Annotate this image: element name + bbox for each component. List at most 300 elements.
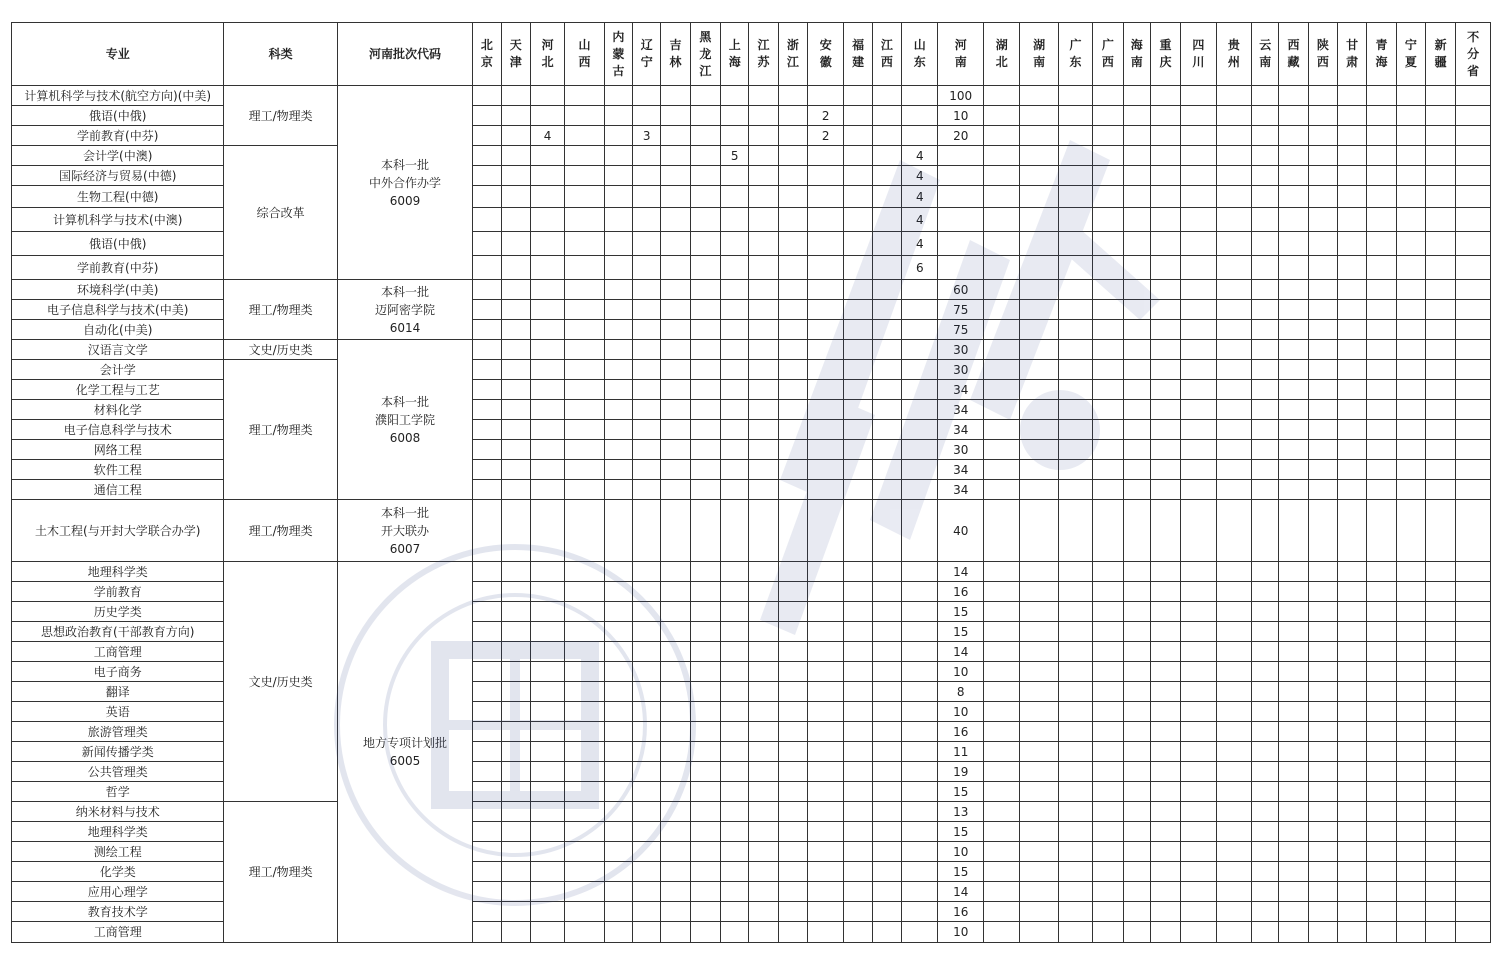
quota-cell	[1308, 562, 1337, 582]
quota-cell	[1456, 702, 1491, 722]
quota-cell: 4	[902, 166, 938, 186]
quota-cell: 13	[938, 802, 984, 822]
quota-cell	[1279, 186, 1308, 208]
quota-cell	[1367, 208, 1396, 232]
quota-cell	[778, 440, 807, 460]
quota-cell	[1308, 126, 1337, 146]
quota-cell	[778, 86, 807, 106]
quota-cell	[872, 256, 901, 280]
quota-cell	[661, 882, 690, 902]
quota-cell	[530, 360, 564, 380]
quota-cell	[749, 320, 778, 340]
quota-cell	[1093, 842, 1123, 862]
quota-cell	[604, 722, 632, 742]
major-name: 会计学	[12, 360, 224, 380]
quota-cell	[473, 602, 501, 622]
header-province-label: 青海	[1375, 38, 1388, 69]
quota-cell	[661, 232, 690, 256]
quota-cell: 2	[808, 126, 844, 146]
quota-cell	[604, 582, 632, 602]
quota-cell	[1181, 842, 1216, 862]
quota-cell	[604, 480, 632, 500]
quota-cell	[1020, 842, 1058, 862]
header-province	[1456, 23, 1491, 86]
quota-cell	[633, 802, 661, 822]
quota-cell	[1123, 208, 1150, 232]
quota-cell	[844, 440, 872, 460]
quota-cell	[1123, 360, 1150, 380]
quota-cell	[604, 126, 632, 146]
quota-cell	[1308, 256, 1337, 280]
header-province-label: 广东	[1069, 38, 1082, 69]
quota-cell	[902, 360, 938, 380]
quota-cell	[749, 882, 778, 902]
quota-cell	[1150, 146, 1180, 166]
quota-cell	[1216, 280, 1251, 300]
quota-cell	[749, 862, 778, 882]
quota-cell	[690, 822, 720, 842]
quota-cell	[530, 106, 564, 126]
quota-cell	[1216, 842, 1251, 862]
quota-cell	[1456, 582, 1491, 602]
quota-cell	[808, 300, 844, 320]
quota-cell	[1252, 602, 1279, 622]
quota-cell	[902, 86, 938, 106]
quota-cell	[1252, 862, 1279, 882]
quota-cell	[565, 440, 604, 460]
quota-cell	[1181, 256, 1216, 280]
header-province	[1279, 23, 1308, 86]
quota-cell	[530, 400, 564, 420]
quota-cell	[1093, 682, 1123, 702]
quota-cell	[778, 642, 807, 662]
quota-cell	[1058, 280, 1092, 300]
quota-cell	[902, 380, 938, 400]
quota-cell: 16	[938, 722, 984, 742]
quota-cell	[749, 460, 778, 480]
quota-cell	[902, 842, 938, 862]
quota-cell	[872, 862, 901, 882]
quota-cell	[721, 622, 749, 642]
quota-cell	[1252, 702, 1279, 722]
quota-cell	[473, 340, 501, 360]
quota-cell	[778, 862, 807, 882]
quota-cell	[721, 300, 749, 320]
quota-cell	[1338, 922, 1367, 943]
quota-cell	[473, 742, 501, 762]
quota-cell	[872, 360, 901, 380]
quota-cell	[1058, 562, 1092, 582]
quota-cell	[1396, 682, 1425, 702]
quota-cell	[1396, 822, 1425, 842]
quota-cell	[1123, 562, 1150, 582]
quota-cell	[1216, 340, 1251, 360]
quota-cell	[902, 622, 938, 642]
quota-cell	[1308, 360, 1337, 380]
quota-cell	[721, 340, 749, 360]
quota-cell	[1456, 662, 1491, 682]
quota-cell	[1123, 232, 1150, 256]
quota-cell	[1150, 702, 1180, 722]
quota-cell	[690, 500, 720, 562]
quota-cell	[1308, 280, 1337, 300]
quota-cell	[690, 186, 720, 208]
quota-cell	[604, 922, 632, 943]
quota-cell	[778, 742, 807, 762]
major-name: 通信工程	[12, 480, 224, 500]
quota-cell	[501, 902, 530, 922]
quota-cell	[1338, 420, 1367, 440]
quota-cell	[1338, 360, 1367, 380]
quota-cell	[984, 166, 1020, 186]
quota-cell	[1150, 562, 1180, 582]
quota-cell	[1216, 420, 1251, 440]
quota-cell	[984, 400, 1020, 420]
quota-cell	[872, 460, 901, 480]
quota-cell: 4	[902, 186, 938, 208]
header-province-label: 重庆	[1159, 38, 1172, 69]
quota-cell	[1123, 622, 1150, 642]
quota-cell	[721, 280, 749, 300]
quota-cell	[1093, 420, 1123, 440]
quota-cell	[808, 256, 844, 280]
quota-cell	[1252, 902, 1279, 922]
quota-cell	[473, 256, 501, 280]
quota-cell	[661, 622, 690, 642]
quota-cell	[1367, 480, 1396, 500]
quota-cell	[565, 582, 604, 602]
quota-cell	[1426, 902, 1456, 922]
quota-cell	[1426, 662, 1456, 682]
quota-cell	[530, 602, 564, 622]
quota-cell	[1123, 662, 1150, 682]
quota-cell	[1426, 360, 1456, 380]
quota-cell	[1396, 602, 1425, 622]
quota-cell	[1216, 642, 1251, 662]
quota-cell	[565, 256, 604, 280]
quota-cell	[1367, 166, 1396, 186]
header-province	[902, 23, 938, 86]
quota-cell	[844, 862, 872, 882]
quota-cell	[1216, 682, 1251, 702]
quota-cell	[1426, 400, 1456, 420]
quota-cell	[902, 822, 938, 842]
header-province	[1308, 23, 1337, 86]
quota-cell	[1123, 460, 1150, 480]
quota-cell	[1279, 400, 1308, 420]
quota-cell	[1020, 320, 1058, 340]
quota-cell	[661, 682, 690, 702]
batch-code-cell	[337, 280, 473, 340]
quota-cell	[778, 300, 807, 320]
quota-cell	[1279, 842, 1308, 862]
quota-cell	[1367, 460, 1396, 480]
quota-cell	[565, 400, 604, 420]
quota-cell	[749, 922, 778, 943]
quota-cell	[1338, 742, 1367, 762]
quota-cell	[844, 256, 872, 280]
quota-cell	[1426, 622, 1456, 642]
quota-cell	[604, 782, 632, 802]
quota-cell	[1181, 562, 1216, 582]
quota-cell	[1308, 166, 1337, 186]
quota-cell	[902, 702, 938, 722]
quota-cell: 4	[530, 126, 564, 146]
quota-cell	[1093, 742, 1123, 762]
header-province-label: 广西	[1101, 38, 1114, 69]
quota-cell	[872, 782, 901, 802]
quota-cell	[565, 500, 604, 562]
quota-cell	[984, 902, 1020, 922]
quota-cell	[1308, 882, 1337, 902]
quota-cell	[1150, 882, 1180, 902]
quota-cell	[1396, 232, 1425, 256]
quota-cell	[1252, 86, 1279, 106]
quota-cell	[872, 582, 901, 602]
quota-cell	[604, 702, 632, 722]
quota-cell	[902, 922, 938, 943]
quota-cell: 34	[938, 460, 984, 480]
quota-cell	[1396, 842, 1425, 862]
quota-cell	[721, 862, 749, 882]
quota-cell	[1058, 126, 1092, 146]
quota-cell	[1456, 186, 1491, 208]
quota-cell: 3	[633, 126, 661, 146]
quota-cell	[1252, 380, 1279, 400]
quota-cell	[984, 320, 1020, 340]
quota-cell	[1123, 280, 1150, 300]
quota-cell	[530, 186, 564, 208]
quota-cell	[902, 662, 938, 682]
quota-cell	[565, 340, 604, 360]
quota-cell	[1367, 762, 1396, 782]
quota-cell	[1093, 340, 1123, 360]
quota-cell	[1123, 922, 1150, 943]
quota-cell	[633, 420, 661, 440]
quota-cell	[808, 500, 844, 562]
quota-cell	[902, 742, 938, 762]
quota-cell	[1252, 642, 1279, 662]
quota-cell	[690, 842, 720, 862]
quota-cell	[1150, 232, 1180, 256]
quota-cell	[1396, 166, 1425, 186]
quota-cell	[1020, 166, 1058, 186]
quota-cell	[1338, 232, 1367, 256]
quota-cell	[1020, 106, 1058, 126]
quota-cell	[1058, 642, 1092, 662]
quota-cell	[1426, 642, 1456, 662]
major-name: 新闻传播学类	[12, 742, 224, 762]
quota-cell	[661, 400, 690, 420]
quota-cell	[1181, 642, 1216, 662]
quota-cell	[721, 320, 749, 340]
quota-cell	[749, 582, 778, 602]
quota-cell	[721, 360, 749, 380]
quota-cell	[530, 762, 564, 782]
quota-cell	[1308, 902, 1337, 922]
quota-cell	[984, 842, 1020, 862]
quota-cell	[1020, 126, 1058, 146]
quota-cell	[1252, 882, 1279, 902]
quota-cell	[902, 722, 938, 742]
quota-cell	[1308, 320, 1337, 340]
quota-cell	[1308, 762, 1337, 782]
quota-cell	[778, 922, 807, 943]
quota-cell	[1123, 682, 1150, 702]
quota-cell	[749, 842, 778, 862]
quota-cell	[1338, 480, 1367, 500]
quota-cell	[1020, 500, 1058, 562]
major-name: 历史学类	[12, 602, 224, 622]
quota-cell	[1456, 320, 1491, 340]
quota-cell	[778, 582, 807, 602]
quota-cell	[1181, 146, 1216, 166]
quota-cell	[565, 922, 604, 943]
quota-cell	[721, 822, 749, 842]
quota-cell	[661, 300, 690, 320]
quota-cell	[1216, 166, 1251, 186]
quota-cell	[1338, 400, 1367, 420]
quota-cell	[721, 842, 749, 862]
quota-cell	[808, 360, 844, 380]
quota-cell	[721, 380, 749, 400]
quota-cell	[661, 420, 690, 440]
quota-cell	[1426, 440, 1456, 460]
major-name: 学前教育	[12, 582, 224, 602]
quota-cell	[1252, 146, 1279, 166]
quota-cell	[501, 280, 530, 300]
quota-cell	[633, 480, 661, 500]
quota-cell	[1308, 602, 1337, 622]
quota-cell	[604, 320, 632, 340]
quota-cell	[1252, 782, 1279, 802]
quota-cell	[844, 582, 872, 602]
quota-cell	[530, 582, 564, 602]
quota-cell	[1181, 582, 1216, 602]
header-province-label: 北京	[480, 38, 493, 69]
major-name: 测绘工程	[12, 842, 224, 862]
quota-cell	[1020, 256, 1058, 280]
quota-cell	[1216, 882, 1251, 902]
quota-cell	[808, 186, 844, 208]
quota-cell	[844, 300, 872, 320]
quota-cell	[778, 256, 807, 280]
quota-cell	[1279, 922, 1308, 943]
quota-cell	[1020, 300, 1058, 320]
quota-cell	[633, 106, 661, 126]
quota-cell	[1396, 440, 1425, 460]
quota-cell	[604, 602, 632, 622]
quota-cell	[1396, 922, 1425, 943]
quota-cell	[1058, 360, 1092, 380]
quota-cell	[661, 500, 690, 562]
header-province	[1252, 23, 1279, 86]
quota-cell	[1338, 802, 1367, 822]
quota-cell: 75	[938, 320, 984, 340]
quota-cell	[1308, 622, 1337, 642]
quota-cell	[633, 722, 661, 742]
quota-cell	[1181, 208, 1216, 232]
quota-cell	[872, 280, 901, 300]
quota-cell	[1279, 562, 1308, 582]
quota-cell	[1396, 300, 1425, 320]
quota-cell	[1216, 922, 1251, 943]
quota-cell	[902, 802, 938, 822]
quota-cell	[473, 582, 501, 602]
quota-cell	[1216, 146, 1251, 166]
quota-cell	[1216, 622, 1251, 642]
quota-cell	[1308, 862, 1337, 882]
quota-cell	[1338, 642, 1367, 662]
quota-cell	[1367, 582, 1396, 602]
quota-cell	[565, 702, 604, 722]
quota-cell	[661, 480, 690, 500]
quota-cell	[1308, 460, 1337, 480]
major-name: 学前教育(中芬)	[12, 256, 224, 280]
major-name: 汉语言文学	[12, 340, 224, 360]
quota-cell	[1123, 106, 1150, 126]
quota-cell	[1058, 186, 1092, 208]
quota-cell	[844, 340, 872, 360]
major-name: 自动化(中美)	[12, 320, 224, 340]
quota-cell	[872, 642, 901, 662]
quota-cell: 30	[938, 340, 984, 360]
quota-cell	[1150, 400, 1180, 420]
quota-cell	[1058, 300, 1092, 320]
quota-cell	[1279, 782, 1308, 802]
quota-cell	[778, 562, 807, 582]
quota-cell	[661, 186, 690, 208]
quota-cell	[1396, 782, 1425, 802]
quota-cell	[984, 822, 1020, 842]
quota-cell	[984, 146, 1020, 166]
quota-cell	[565, 622, 604, 642]
quota-cell	[633, 340, 661, 360]
quota-cell	[1150, 360, 1180, 380]
quota-cell	[808, 822, 844, 842]
quota-cell	[1308, 420, 1337, 440]
quota-cell	[1308, 232, 1337, 256]
quota-cell	[872, 922, 901, 943]
quota-cell	[1367, 782, 1396, 802]
quota-cell	[778, 822, 807, 842]
quota-cell	[902, 562, 938, 582]
quota-cell	[1456, 922, 1491, 943]
quota-cell	[1279, 902, 1308, 922]
quota-cell	[844, 380, 872, 400]
quota-cell	[530, 802, 564, 822]
quota-cell	[690, 682, 720, 702]
quota-cell	[473, 126, 501, 146]
quota-cell	[1093, 802, 1123, 822]
quota-cell	[749, 126, 778, 146]
quota-cell	[872, 126, 901, 146]
quota-cell	[530, 340, 564, 360]
quota-cell	[604, 340, 632, 360]
quota-cell	[565, 842, 604, 862]
quota-cell	[1216, 802, 1251, 822]
quota-cell	[1093, 782, 1123, 802]
quota-cell: 34	[938, 420, 984, 440]
quota-cell	[984, 922, 1020, 943]
quota-cell	[1252, 480, 1279, 500]
quota-cell	[565, 782, 604, 802]
quota-cell	[749, 186, 778, 208]
header-province-label: 不分省	[1467, 29, 1480, 78]
quota-cell	[501, 232, 530, 256]
quota-cell	[778, 126, 807, 146]
quota-cell	[1181, 166, 1216, 186]
